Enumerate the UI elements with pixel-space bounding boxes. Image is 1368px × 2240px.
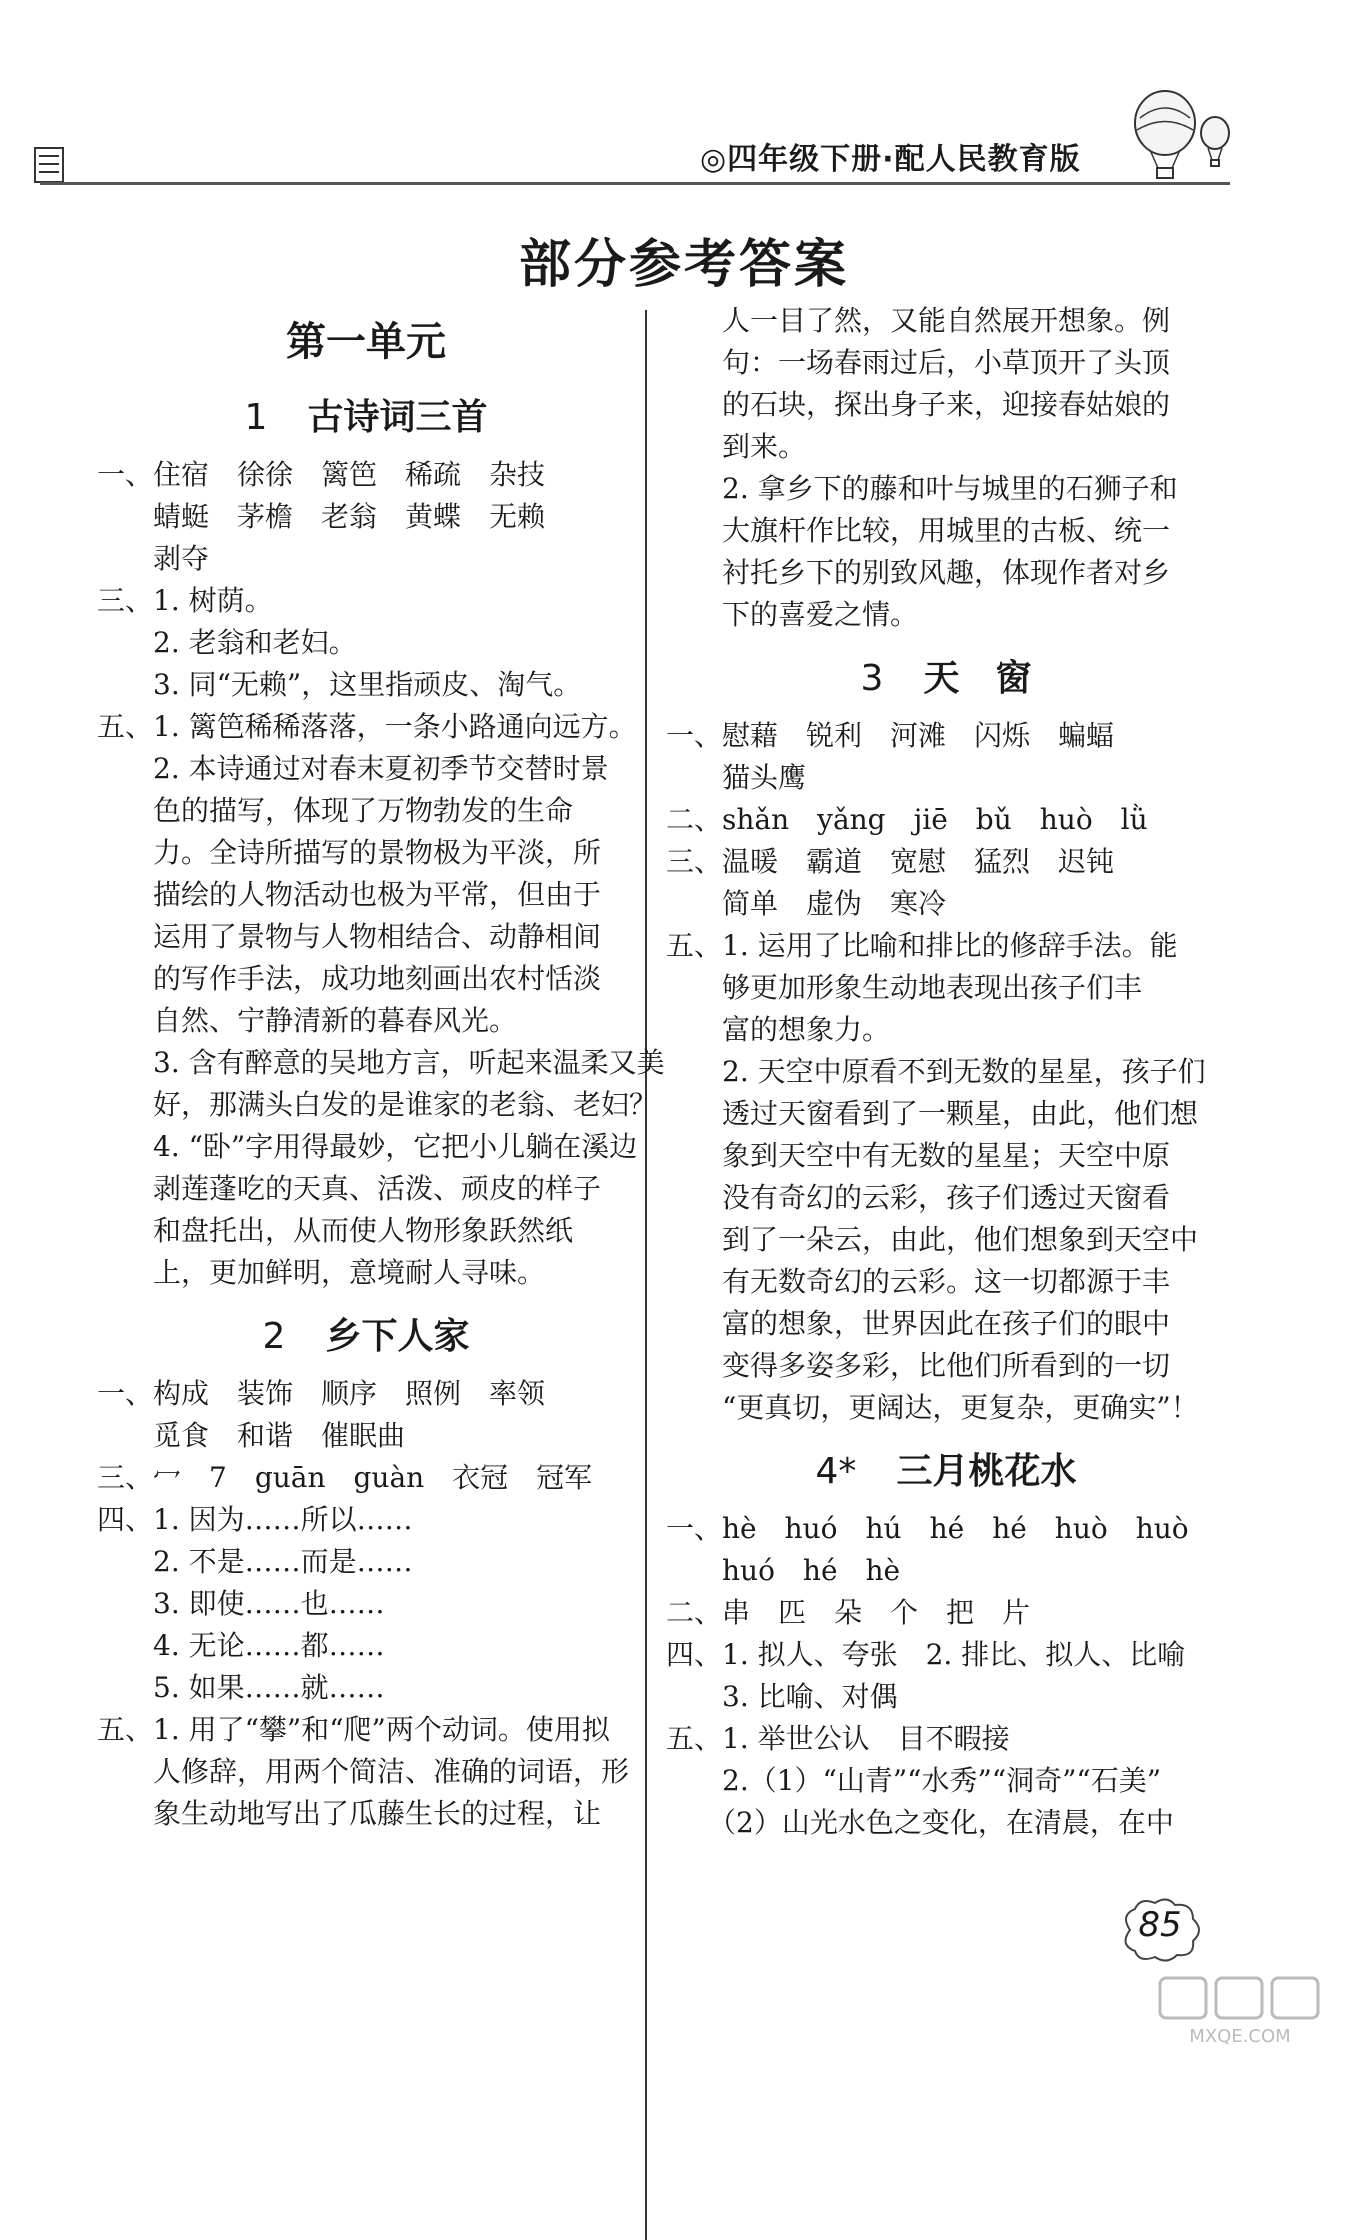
- answer-line: 富的想象，世界因此在孩子们的眼中: [666, 1307, 1171, 1340]
- answer-line: 3. 即使……也……: [97, 1587, 385, 1620]
- answer-line: 句：一场春雨过后，小草顶开了头顶: [666, 346, 1171, 379]
- page-number-badge: [1115, 1895, 1205, 1965]
- answer-line: 衬托乡下的别致风趣，体现作者对乡: [666, 556, 1171, 589]
- watermark-logo: [1120, 1970, 1350, 2050]
- answer-line: 象生动地写出了瓜藤生长的过程，让: [97, 1797, 602, 1830]
- lesson-1-answers: [97, 454, 665, 1294]
- answer-line: 2. 老翁和老妇。: [97, 626, 357, 659]
- column-divider: [645, 310, 647, 2240]
- answer-line: 觅食 和谐 催眠曲: [97, 1419, 406, 1452]
- answer-line: 没有奇幻的云彩，孩子们透过天窗看: [666, 1181, 1171, 1214]
- svg-text:MXQE.COM: MXQE.COM: [1189, 2026, 1291, 2047]
- lesson-title: 古诗词三首: [307, 397, 488, 438]
- answer-line: 2. 不是……而是……: [97, 1545, 413, 1578]
- answer-line: 蜻蜓 茅檐 老翁 黄蝶 无赖: [97, 500, 546, 533]
- right-column: [666, 300, 1226, 1844]
- answer-line: 上，更加鲜明，意境耐人寻味。: [97, 1256, 546, 1289]
- lesson-number: 3: [860, 658, 884, 699]
- answer-line: 的石块，探出身子来，迎接春姑娘的: [666, 388, 1171, 421]
- answer-line: 人一目了然，又能自然展开想象。例: [666, 304, 1171, 337]
- answer-line: 2.（1）“山青”“水秀”“洞奇”“石美”: [666, 1764, 1162, 1797]
- answer-line: 3. 含有醉意的吴地方言，听起来温柔又美: [97, 1046, 665, 1079]
- answer-line: 4. 无论……都……: [97, 1629, 385, 1662]
- answer-line: 四、1. 拟人、夸张 2. 排比、拟人、比喻: [666, 1638, 1186, 1671]
- answer-line: 大旗杆作比较，用城里的古板、统一: [666, 514, 1171, 547]
- hot-air-balloon-icon: [1120, 88, 1240, 188]
- answer-line: 的写作手法，成功地刻画出农村恬淡: [97, 962, 602, 995]
- answer-line: 到了一朵云，由此，他们想象到天空中: [666, 1223, 1199, 1256]
- answer-line: 五、1. 运用了比喻和排比的修辞手法。能: [666, 929, 1178, 962]
- answer-line: 三、温暖 霸道 宽慰 猛烈 迟钝: [666, 845, 1115, 878]
- answer-line: 象到天空中有无数的星星；天空中原: [666, 1139, 1171, 1172]
- lesson-4-answers: [666, 1508, 1226, 1844]
- answer-line: 2. 天空中原看不到无数的星星，孩子们: [666, 1055, 1206, 1088]
- answer-line: 三、1. 树荫。: [97, 584, 273, 617]
- answer-line: 三、冖 7 guān guàn 衣冠 冠军: [97, 1461, 593, 1494]
- answer-line: huó hé hè: [666, 1554, 901, 1587]
- answer-line: 好，那满头白发的是谁家的老翁、老妇？: [97, 1088, 658, 1121]
- lesson-title: 天 窗: [923, 658, 1032, 699]
- answer-line: 猫头鹰: [666, 761, 807, 794]
- lesson-title: 三月桃花水: [896, 1451, 1077, 1492]
- lesson-heading-4: [666, 1443, 1226, 1494]
- answer-line: 色的描写，体现了万物勃发的生命: [97, 794, 574, 827]
- answer-line: （2）山光水色之变化，在清晨，在中: [666, 1806, 1174, 1839]
- answer-line: 二、shǎn yǎng jiē bǔ huò lǜ: [666, 803, 1148, 836]
- answer-line: 一、慰藉 锐利 河滩 闪烁 蝙蝠: [666, 719, 1115, 752]
- answer-line: 到来。: [666, 430, 807, 463]
- lesson-number: 1: [244, 397, 268, 438]
- answer-line: 五、1. 举世公认 目不暇接: [666, 1722, 1010, 1755]
- answer-line: 一、构成 装饰 顺序 照例 率领: [97, 1377, 546, 1410]
- watermark-icon: [1120, 1970, 1350, 2050]
- answer-line: 4. “卧”字用得最妙，它把小儿躺在溪边: [97, 1130, 638, 1163]
- answer-line: 人修辞，用两个简洁、准确的词语，形: [97, 1755, 630, 1788]
- answer-line: 5. 如果……就……: [97, 1671, 385, 1704]
- left-column: [97, 300, 665, 1835]
- answer-line: 运用了景物与人物相结合、动静相间: [97, 920, 602, 953]
- answer-line: 变得多姿多彩，比他们所看到的一切: [666, 1349, 1171, 1382]
- answer-line: 下的喜爱之情。: [666, 598, 919, 631]
- answer-line: 简单 虚伪 寒冷: [666, 887, 947, 920]
- answer-line: 一、住宿 徐徐 篱笆 稀疏 杂技: [97, 458, 546, 491]
- lesson-number: 4*: [815, 1451, 857, 1492]
- lesson-3-answers: [666, 715, 1226, 1429]
- answer-line: 剥莲蓬吃的天真、活泼、顽皮的样子: [97, 1172, 602, 1205]
- answer-line: 够更加形象生动地表现出孩子们丰: [666, 971, 1143, 1004]
- answer-line: 剥夺: [97, 542, 210, 575]
- answer-line: “更真切，更阔达，更复杂，更确实”！: [666, 1391, 1199, 1424]
- answer-line: 和盘托出，从而使人物形象跃然纸: [97, 1214, 574, 1247]
- page-title: 部分参考答案: [518, 235, 849, 295]
- answer-line: 一、hè huó hú hé hé huò huò: [666, 1512, 1189, 1545]
- lesson-2-answers: [97, 1373, 635, 1835]
- lesson-heading-3: [666, 650, 1226, 701]
- lesson-number: 2: [262, 1316, 286, 1357]
- answer-line: 3. 同“无赖”，这里指顽皮、淘气。: [97, 668, 582, 701]
- answer-line: 有无数奇幻的云彩。这一切都源于丰: [666, 1265, 1171, 1298]
- answer-line: 富的想象力。: [666, 1013, 891, 1046]
- page-header: [0, 0, 1368, 200]
- answer-line: 力。全诗所描写的景物极为平淡，所: [97, 836, 602, 869]
- answer-line: 2. 拿乡下的藤和叶与城里的石狮子和: [666, 472, 1178, 505]
- answer-line: 2. 本诗通过对春末夏初季节交替时景: [97, 752, 609, 785]
- answer-line: 二、串 匹 朵 个 把 片: [666, 1596, 1031, 1629]
- answer-line: 四、1. 因为……所以……: [97, 1503, 413, 1536]
- unit-heading: 第一单元: [286, 319, 446, 365]
- page-number: 85: [1138, 1905, 1182, 1945]
- lesson-heading-1: [97, 389, 635, 440]
- lesson-2-answers-continued: [666, 300, 1226, 636]
- lesson-heading-2: [97, 1308, 635, 1359]
- answer-line: 五、1. 用了“攀”和“爬”两个动词。使用拟: [97, 1713, 610, 1746]
- answer-line: 自然、宁静清新的暮春风光。: [97, 1004, 518, 1037]
- lesson-title: 乡下人家: [325, 1316, 470, 1357]
- answer-line: 透过天窗看到了一颗星，由此，他们想: [666, 1097, 1199, 1130]
- answer-line: 五、1. 篱笆稀稀落落，一条小路通向远方。: [97, 710, 637, 743]
- series-label: ◎四年级下册·配人民教育版: [700, 142, 1081, 177]
- header-rule: [40, 178, 1230, 185]
- answer-line: 描绘的人物活动也极为平常，但由于: [97, 878, 602, 911]
- answer-line: 3. 比喻、对偶: [666, 1680, 898, 1713]
